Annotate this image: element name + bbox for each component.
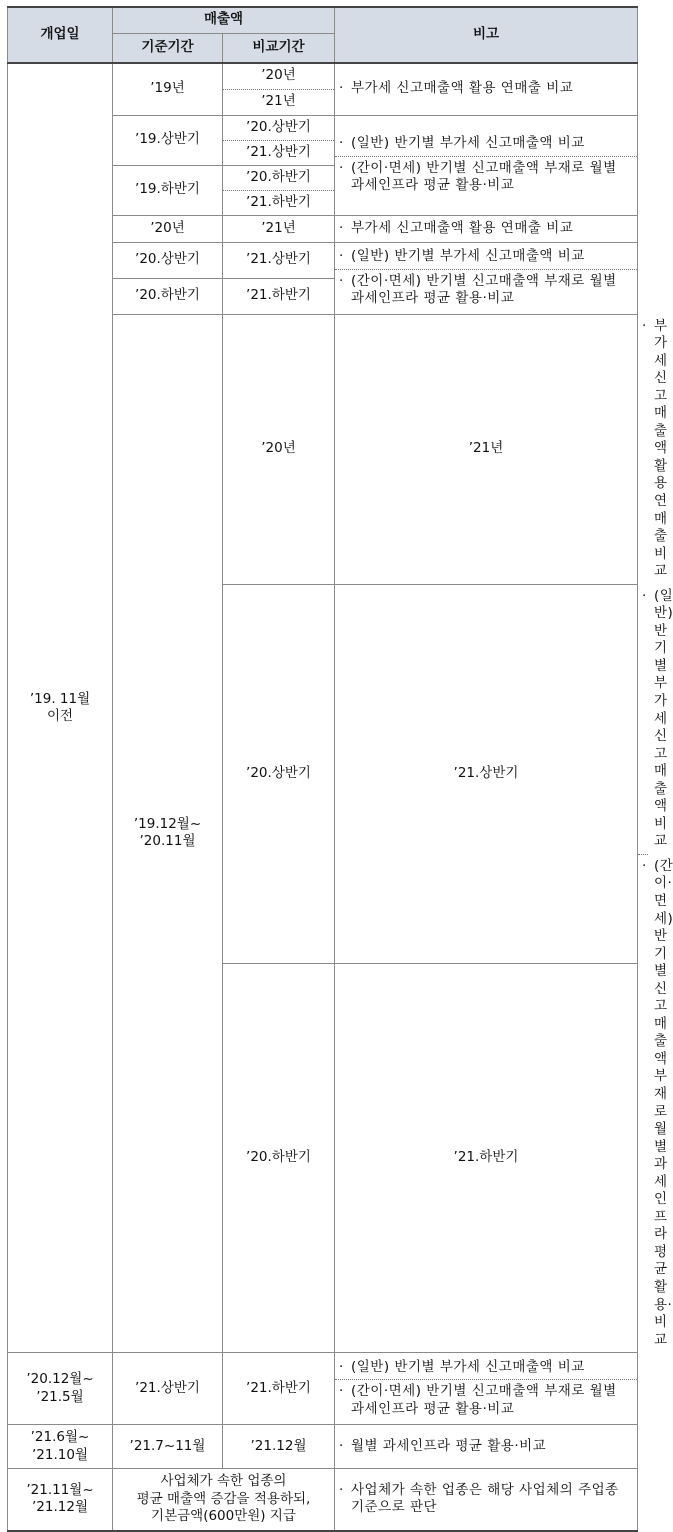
remark-cell [335,1353,638,1425]
bullet-icon: · [339,1437,344,1454]
bullet-icon: · [642,587,647,604]
bullet-icon: · [339,1481,344,1498]
bullet-icon: · [339,272,344,289]
compare-period-cell: ’21년 [223,215,335,242]
base-period-cell: ’20.상반기 [113,242,223,278]
compare-period-cell: ’21년 [335,314,638,584]
sales-comparison-table: 개업일 매출액 비고 기준기간 비교기간 ’19. 11월 이전 ’19년 ’20년 · 부가세 신고매출액 활용 연매출 비교 ’21년 ’19.상반기 ’20.상반기 · (일반) 반기별 부가세 신고매출액 비교 · (간이·면세) 반기별 신고매출액 부재로 월별 과세인프라 평균 활용·비교 ’21.상반기 ’19.하반기 ’20.하반기 ’21.하반기 ’20년 ’21년 · 부가세 신고매출액 활용 연매출 비교 ’20.상반기 ’21.상반기 · (일반) 반기별 부가세 신고매출액 비교 · (간이·면세) 반기별 신고매출액 부재로 월별 과세인프라 평균 활용·비교 ’20.하반기 ’21.하반기 ’19.12월~ ’20.11월 ’20년 ’21년 · 부가세 신고매출액 활용 연매출 비교 ’20.상반기 ’21.상반기 · (일반) 반기별 부가세 신고매출액 비교 · (간이·면세) 반기별 신고매출액 부재로 월별 과세인프라 평균 활용·비교 ’20.하반기 ’21.하반기 ’20.12월~ ’21.5월 ’21.상반기 ’21.하반기 · (일반) 반기별 부가세 신고매출액 비교 · (간이·면세) 반기별 신고매출액 부재로 월별 과세인프라 평균 활용·비교 ’21.6월~ ’21.10월 ’21.7~11월 ’21.12월 · 월별 과세인프라 평균 활용·비교 ’21.11월~ ’21.12월 사업체가 속한 업종의 평균 매출액 증감을 적용하되, 기본금액(600만원) 지급 · 사업체가 속한 업종은 해당 사업체의 주업종 기준으로 판단 [7,6,638,1532]
bullet-icon: · [339,1358,344,1375]
compare-period-cell: ’21년 [223,89,335,115]
compare-period-cell: ’21.하반기 [335,963,638,1352]
remark-item: · 부가세 신고매출액 활용 연매출 비교 [339,219,574,236]
remark-item: · (간이·면세) 반기별 신고매출액 부재로 월별 과세인프라 평균 활용·비교 [638,854,648,1352]
bullet-icon: · [642,317,647,334]
base-period-cell: ’20.하반기 [223,963,335,1352]
bullet-icon: · [339,1383,344,1400]
base-period-cell: ’21.상반기 [113,1353,223,1425]
open-date-cell: ’19. 11월 이전 [8,63,113,1353]
open-date-cell: ’21.11월~ ’21.12월 [8,1469,113,1531]
remark-cell [335,115,638,215]
header-open-date: 개업일 [8,7,113,63]
remark-item: · (간이·면세) 반기별 신고매출액 부재로 월별 과세인프라 평균 활용·비교 [335,1379,637,1421]
base-period-cell: ’19.하반기 [113,165,223,215]
remark-item: · (일반) 반기별 부가세 신고매출액 비교 [339,1358,585,1375]
remark-item: · (일반) 반기별 부가세 신고매출액 비교 [339,248,585,265]
compare-period-cell: ’21.상반기 [223,140,335,165]
compare-period-cell: ’21.하반기 [223,278,335,314]
remark-item: · (간이·면세) 반기별 신고매출액 부재로 월별 과세인프라 평균 활용·비교 [335,156,637,198]
compare-period-cell: ’21.상반기 [223,242,335,278]
bullet-icon: · [339,159,344,176]
header-remarks: 비고 [335,7,638,63]
remark-cell [335,1425,638,1469]
merged-sales-cell: 사업체가 속한 업종의 평균 매출액 증감을 적용하되, 기본금액(600만원) 지급 [113,1469,335,1531]
bullet-icon: · [339,219,344,236]
base-period-cell: ’20년 [223,314,335,584]
bullet-icon: · [339,80,344,97]
remark-item: · (일반) 반기별 부가세 신고매출액 비교 [339,135,585,152]
open-date-cell: ’21.6월~ ’21.10월 [8,1425,113,1469]
base-period-cell: ’20.상반기 [223,584,335,963]
remark-cell [335,63,638,115]
base-period-cell: ’19.상반기 [113,115,223,165]
base-period-cell: ’20.하반기 [113,278,223,314]
compare-period-cell: ’20.상반기 [223,115,335,140]
header-sales: 매출액 [113,7,335,33]
compare-period-cell: ’21.하반기 [223,1353,335,1425]
remark-cell [335,215,638,242]
sales-comparison-table-wrapper [7,6,673,1532]
remark-item: · (간이·면세) 반기별 신고매출액 부재로 월별 과세인프라 평균 활용·비교 [335,269,637,311]
compare-period-cell: ’20.하반기 [223,165,335,190]
header-base-period: 기준기간 [113,33,223,63]
base-period-cell: ’20년 [113,215,223,242]
remark-item: · 월별 과세인프라 평균 활용·비교 [339,1437,547,1454]
header-compare-period: 비교기간 [223,33,335,63]
bullet-icon: · [642,857,647,874]
compare-period-cell: ’21.12월 [223,1425,335,1469]
remark-cell [335,242,638,314]
remark-item: · 사업체가 속한 업종은 해당 사업체의 주업종 기준으로 판단 [339,1481,619,1516]
remark-item: · 부가세 신고매출액 활용 연매출 비교 [339,80,574,97]
open-date-cell: ’19.12월~ ’20.11월 [113,314,223,1353]
compare-period-cell: ’20년 [223,63,335,89]
base-period-cell: ’21.7~11월 [113,1425,223,1469]
open-date-cell: ’20.12월~ ’21.5월 [8,1353,113,1425]
compare-period-cell: ’21.상반기 [335,584,638,963]
bullet-icon: · [339,135,344,152]
compare-period-cell: ’21.하반기 [223,190,335,215]
bullet-icon: · [339,248,344,265]
remark-cell [335,1469,638,1531]
base-period-cell: ’19년 [113,63,223,115]
